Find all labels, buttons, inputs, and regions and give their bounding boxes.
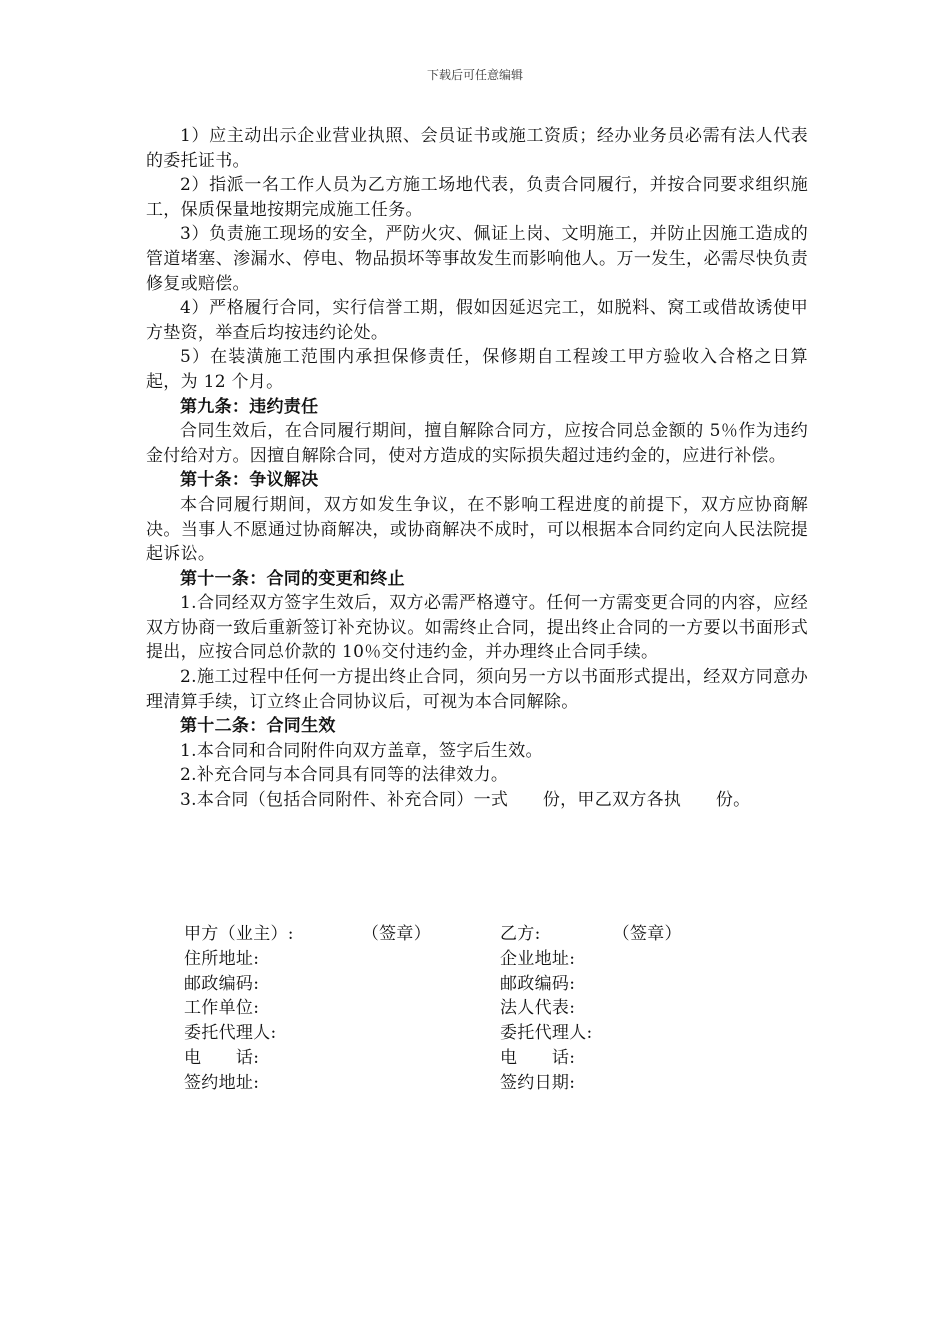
party-a-field: 住所地址: (184, 948, 260, 969)
signature-row (184, 1046, 804, 1071)
party-b-stamp: （签章） (612, 924, 682, 944)
clause-paragraph: 1）应主动出示企业营业执照、会员证书或施工资质；经办业务员必需有法人代表的委托证书。 (146, 126, 808, 171)
party-a-field: 工作单位: (184, 998, 260, 1019)
signature-row (184, 1021, 804, 1046)
party-a-field: 电 话: (184, 1047, 260, 1068)
clause-paragraph: 4）严格履行合同，实行信誉工期，假如因延迟完工，如脱料、窝工或借故诱使甲方垫资，举查后均按违约论处。 (146, 298, 808, 343)
party-b-field: 邮政编码: (500, 973, 576, 994)
party-b-field: 签约日期: (500, 1072, 576, 1093)
party-b-field: 法人代表: (500, 998, 576, 1019)
party-a-cell (184, 922, 500, 947)
party-a-label: 甲方（业主）: (184, 924, 294, 944)
signature-fields (184, 947, 804, 1096)
clause-paragraph: 1.合同经双方签字生效后，双方必需严格遵守。任何一方需变更合同的内容，应经双方协商一致后重新签订补充协议。如需终止合同，提出终止合同的一方要以书面形式提出，应按合同总价款的 10％交付违约金，并办理终止合同手续。 (146, 593, 808, 663)
party-a-field: 委托代理人: (184, 1023, 277, 1044)
clause-paragraph: 合同生效后，在合同履行期间，擅自解除合同方，应按合同总金额的 5％作为违约金付给对方。因擅自解除合同，使对方造成的实际损失超过违约金的，应进行补偿。 (146, 421, 808, 466)
clause-paragraph: 2）指派一名工作人员为乙方施工场地代表，负责合同履行，并按合同要求组织施工，保质保量地按期完成施工任务。 (146, 175, 808, 220)
clause-heading: 第十二条：合同生效 (180, 716, 336, 737)
clause-heading: 第十一条：合同的变更和终止 (180, 568, 405, 589)
clause-paragraph: 5）在装潢施工范围内承担保修责任，保修期自工程竣工甲方验收入合格之日算起，为 12 个月。 (146, 347, 808, 392)
clause-paragraph: 3.本合同（包括合同附件、补充合同）一式 份，甲乙双方各执 份。 (180, 790, 751, 811)
signature-row (184, 947, 804, 972)
party-a-field: 邮政编码: (184, 973, 260, 994)
clause-paragraph: 本合同履行期间，双方如发生争议，在不影响工程进度的前提下，双方应协商解决。当事人不愿通过协商解决，或协商解决不成时，可以根据本合同约定向人民法院提起诉讼。 (146, 494, 808, 565)
page-header: 下载后可任意编辑 (426, 68, 523, 82)
clause-paragraph: 3）负责施工现场的安全，严防火灾、佩证上岗、文明施工，并防止因施工造成的管道堵塞、渗漏水、停电、物品损坏等事故发生而影响他人。万一发生，必需尽快负责修复或赔偿。 (146, 224, 808, 294)
signature-party-row (184, 922, 804, 947)
clause-heading: 第九条：违约责任 (180, 396, 319, 417)
signature-row (184, 972, 804, 997)
party-a-stamp: （签章） (361, 924, 432, 944)
contract-body (146, 124, 808, 813)
party-b-field: 委托代理人: (500, 1023, 593, 1044)
clause-paragraph: 2.补充合同与本合同具有同等的法律效力。 (180, 765, 509, 786)
clause-paragraph: 1.本合同和合同附件向双方盖章，签字后生效。 (180, 740, 543, 761)
party-a-field: 签约地址: (184, 1072, 260, 1093)
clause-heading: 第十条：争议解决 (180, 470, 319, 491)
signature-block (184, 922, 804, 1096)
party-b-field: 企业地址: (500, 948, 576, 969)
signature-row (184, 1071, 804, 1096)
party-b-label: 乙方: (500, 924, 541, 944)
party-b-field: 电 话: (500, 1047, 576, 1068)
clause-paragraph: 2.施工过程中任何一方提出终止合同，须向另一方以书面形式提出，经双方同意办理清算手续，订立终止合同协议后，可视为本合同解除。 (146, 667, 808, 712)
party-b-cell (500, 922, 804, 947)
signature-row (184, 996, 804, 1021)
